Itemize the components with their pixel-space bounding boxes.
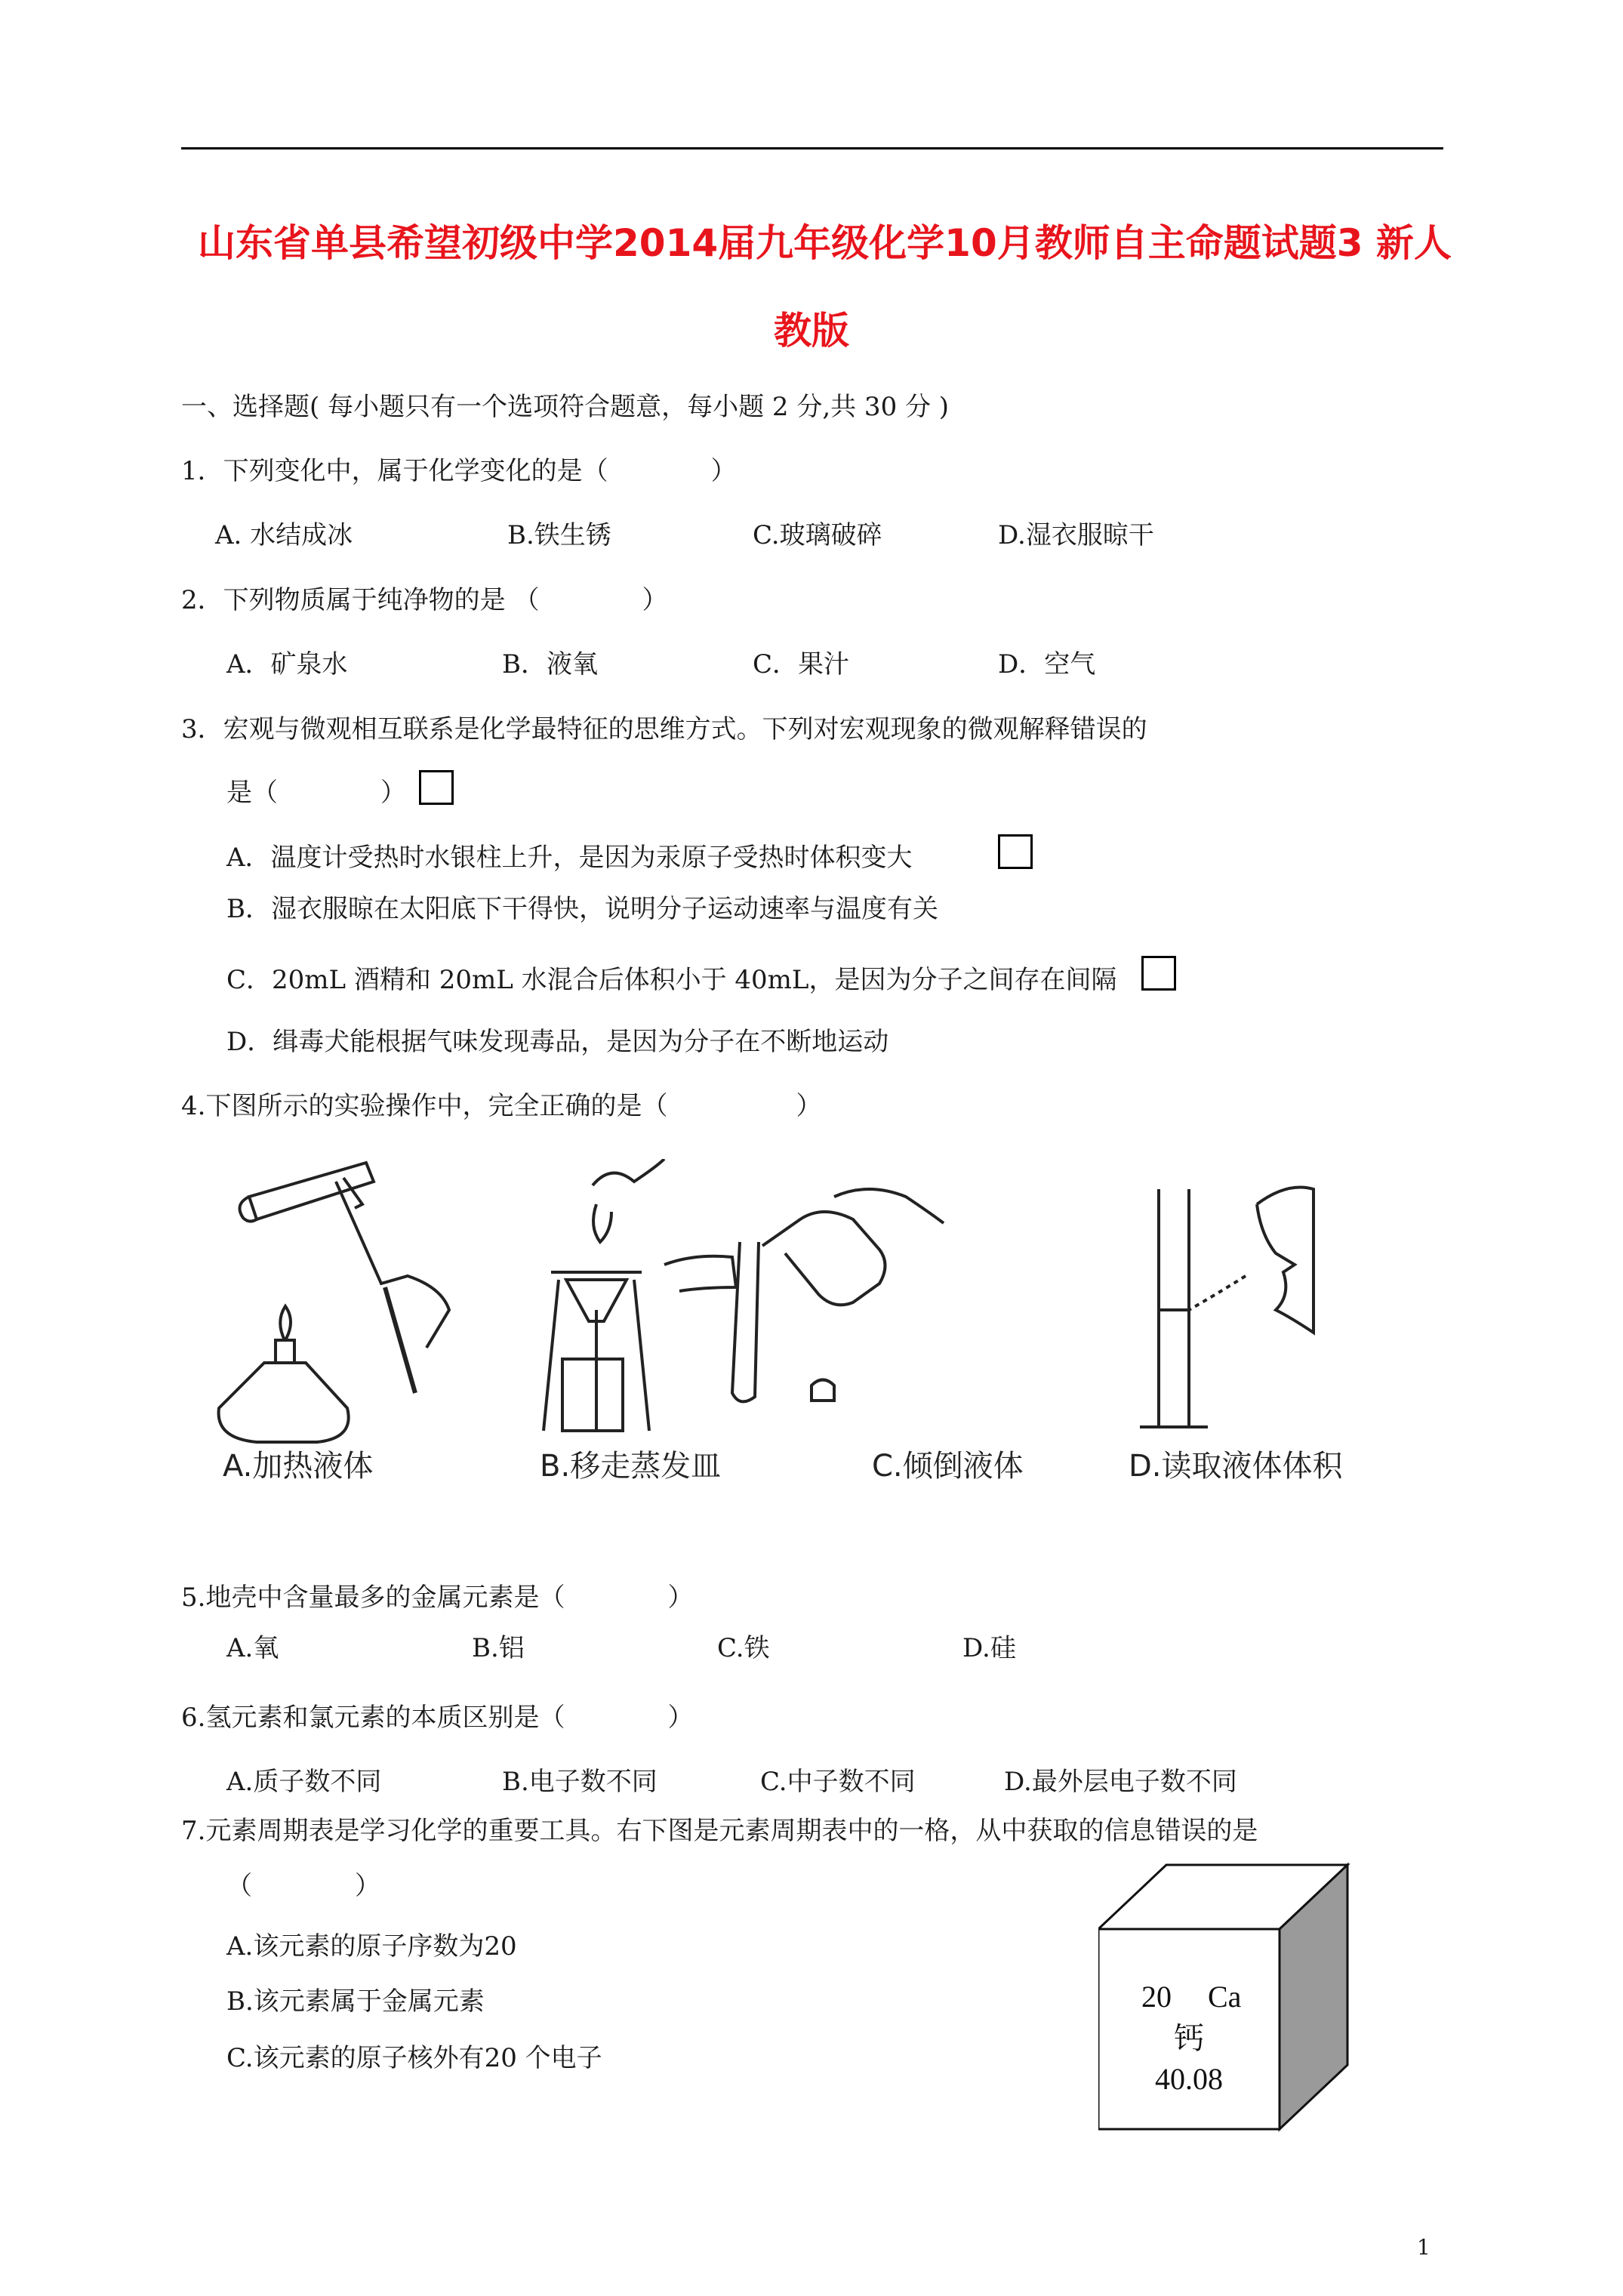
question-6-option-c[interactable]: C.中子数不同 (760, 1767, 916, 1797)
question-7-option-a[interactable]: A.该元素的原子序数为20 (226, 1931, 517, 1962)
question-5-option-b[interactable]: B.铝 (472, 1633, 525, 1663)
question-1-option-a[interactable]: A. 水结成冰 (215, 520, 353, 550)
question-3-option-c[interactable]: C．20mL 酒精和 20mL 水混合后体积小于 40mL，是因为分子之间存在间隔 (226, 965, 1117, 995)
header-rule (181, 147, 1443, 149)
evaporating-dish-illustration (544, 1159, 664, 1431)
question-7-stem-continued: （ ） (226, 1871, 380, 1901)
element-name: 钙 (1174, 2021, 1204, 2056)
title-line-2: 教版 (774, 309, 849, 353)
question-3-stem-continued: 是（ ） (226, 778, 406, 808)
question-1-option-c[interactable]: C.玻璃破碎 (753, 520, 882, 550)
question-3-option-a[interactable]: A．温度计受热时水银柱上升，是因为汞原子受热时体积变大 (226, 843, 913, 873)
heating-liquid-illustration (219, 1163, 449, 1442)
question-1-option-b[interactable]: B.铁生锈 (507, 520, 611, 550)
question-6-option-a[interactable]: A.质子数不同 (226, 1767, 382, 1797)
title-line-1: 山东省单县希望初级中学2014届九年级化学10月教师自主命题试题3 新人 (198, 221, 1452, 265)
element-symbol: Ca (1208, 1980, 1242, 2014)
question-3-option-d[interactable]: D．缉毒犬能根据气味发现毒品，是因为分子在不断地运动 (226, 1027, 889, 1057)
lab-operations-figure (204, 1159, 1412, 1491)
question-6-option-b[interactable]: B.电子数不同 (502, 1767, 658, 1797)
element-atomic-mass: 40.08 (1155, 2062, 1223, 2096)
question-6-option-d[interactable]: D.最外层电子数不同 (1004, 1767, 1237, 1797)
figure-caption-c: C.倾倒液体 (872, 1449, 1024, 1484)
question-2-option-a[interactable]: A．矿泉水 (226, 649, 348, 680)
question-6-stem: 6.氢元素和氯元素的本质区别是（ ） (181, 1703, 694, 1733)
question-7-option-b[interactable]: B.该元素属于金属元素 (226, 1986, 485, 2017)
section-heading: 一、选择题( 每小题只有一个选项符合题意，每小题 2 分,共 30 分 ) (181, 392, 950, 422)
element-atomic-number: 20 (1141, 1980, 1172, 2014)
pouring-liquid-illustration (664, 1189, 944, 1401)
question-5-option-a[interactable]: A.氧 (226, 1633, 279, 1663)
answer-box (998, 834, 1033, 869)
question-2-option-d[interactable]: D．空气 (998, 649, 1096, 680)
figure-caption-d: D.读取液体体积 (1129, 1449, 1343, 1484)
question-2-option-c[interactable]: C．果汁 (753, 649, 850, 680)
question-5-option-d[interactable]: D.硅 (962, 1633, 1016, 1663)
question-1-option-d[interactable]: D.湿衣服晾干 (998, 520, 1154, 550)
answer-box (1141, 956, 1176, 991)
figure-caption-a: A.加热液体 (223, 1449, 374, 1484)
periodic-table-cell-figure (1098, 1861, 1355, 2133)
question-3-stem: 3．宏观与微观相互联系是化学最特征的思维方式。下列对宏观现象的微观解释错误的 (181, 714, 1147, 744)
question-5-stem: 5.地壳中含量最多的金属元素是（ ） (181, 1583, 694, 1613)
question-5-option-c[interactable]: C.铁 (717, 1633, 770, 1663)
answer-box (419, 770, 454, 805)
question-7-option-c[interactable]: C.该元素的原子核外有20 个电子 (226, 2043, 602, 2073)
reading-volume-illustration (1140, 1188, 1313, 1428)
figure-caption-b: B.移走蒸发皿 (540, 1449, 722, 1484)
question-4-stem: 4.下图所示的实验操作中，完全正确的是（ ） (181, 1091, 822, 1121)
question-7-stem: 7.元素周期表是学习化学的重要工具。右下图是元素周期表中的一格，从中获取的信息错误的是 (181, 1816, 1258, 1846)
question-2-stem: 2．下列物质属于纯净物的是 （ ） (181, 585, 668, 615)
question-2-option-b[interactable]: B．液氧 (502, 649, 598, 680)
question-1-stem: 1．下列变化中，属于化学变化的是（ ） (181, 456, 737, 486)
page-number: 1 (1417, 2235, 1431, 2260)
question-3-option-b[interactable]: B．湿衣服晾在太阳底下干得快，说明分子运动速率与温度有关 (226, 894, 938, 924)
